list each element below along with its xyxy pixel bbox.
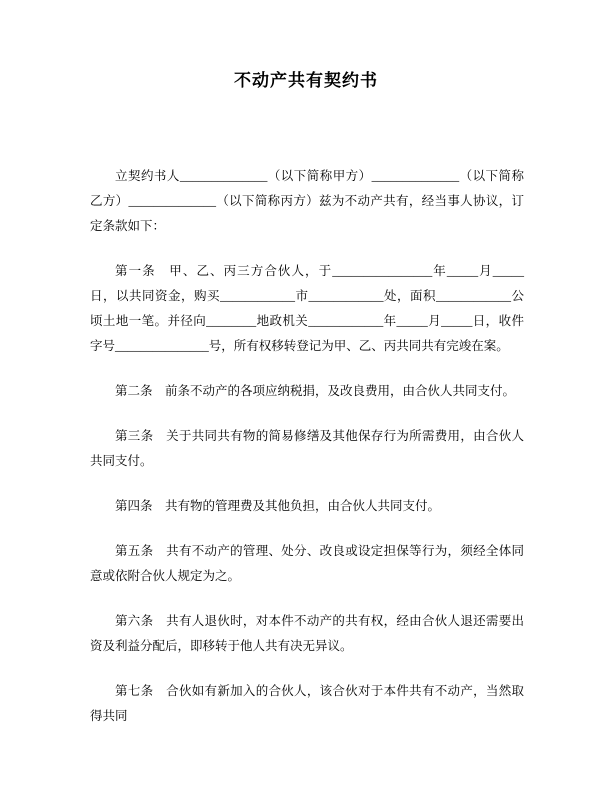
- paragraph-clause-2: 第二条 前条不动产的各项应纳税捐，及改良费用，由合伙人共同支付。: [115, 384, 516, 398]
- paragraph-clause-5: 第五条 共有不动产的管理、处分、改良或设定担保等行为，须经全体同意或依附合伙人规定为之。: [90, 544, 524, 583]
- paragraph-clause-6: 第六条 共有人退伙时，对本件不动产的共有权，经由合伙人退还需要出资及利益分配后，即移转于他人共有决无异议。: [90, 614, 524, 653]
- paragraph-clause-3: 第三条 关于共同共有物的简易修缮及其他保存行为所需费用，由合伙人共同支付。: [90, 429, 524, 468]
- document-title: 不动产共有契约书: [234, 71, 378, 90]
- paragraph-clause-7: 第七条 合伙如有新加入的合伙人，该合伙对于本件共有不动产，当然取得共同: [90, 684, 524, 723]
- paragraph-clause-4: 第四条 共有物的管理费及其他负担，由合伙人共同支付。: [115, 499, 441, 513]
- paragraph-clause-1: 第一条 甲、乙、丙三方合伙人，于________________年_____月_____日，以共同资金，购买____________市____________处，面积____________公顷土地一笔。并径向________地政机关____________年_____月_____日，收件字号_______________号，所有权移转登记为甲、乙、丙共同共有完竣在案。: [90, 264, 524, 353]
- paragraph-preamble: 立契约书人______________（以下简称甲方）______________（以下简称乙方）______________（以下简称丙方）兹为不动产共有，经当事人协议，订定条款如下：: [90, 169, 524, 233]
- document-body: [90, 164, 524, 729]
